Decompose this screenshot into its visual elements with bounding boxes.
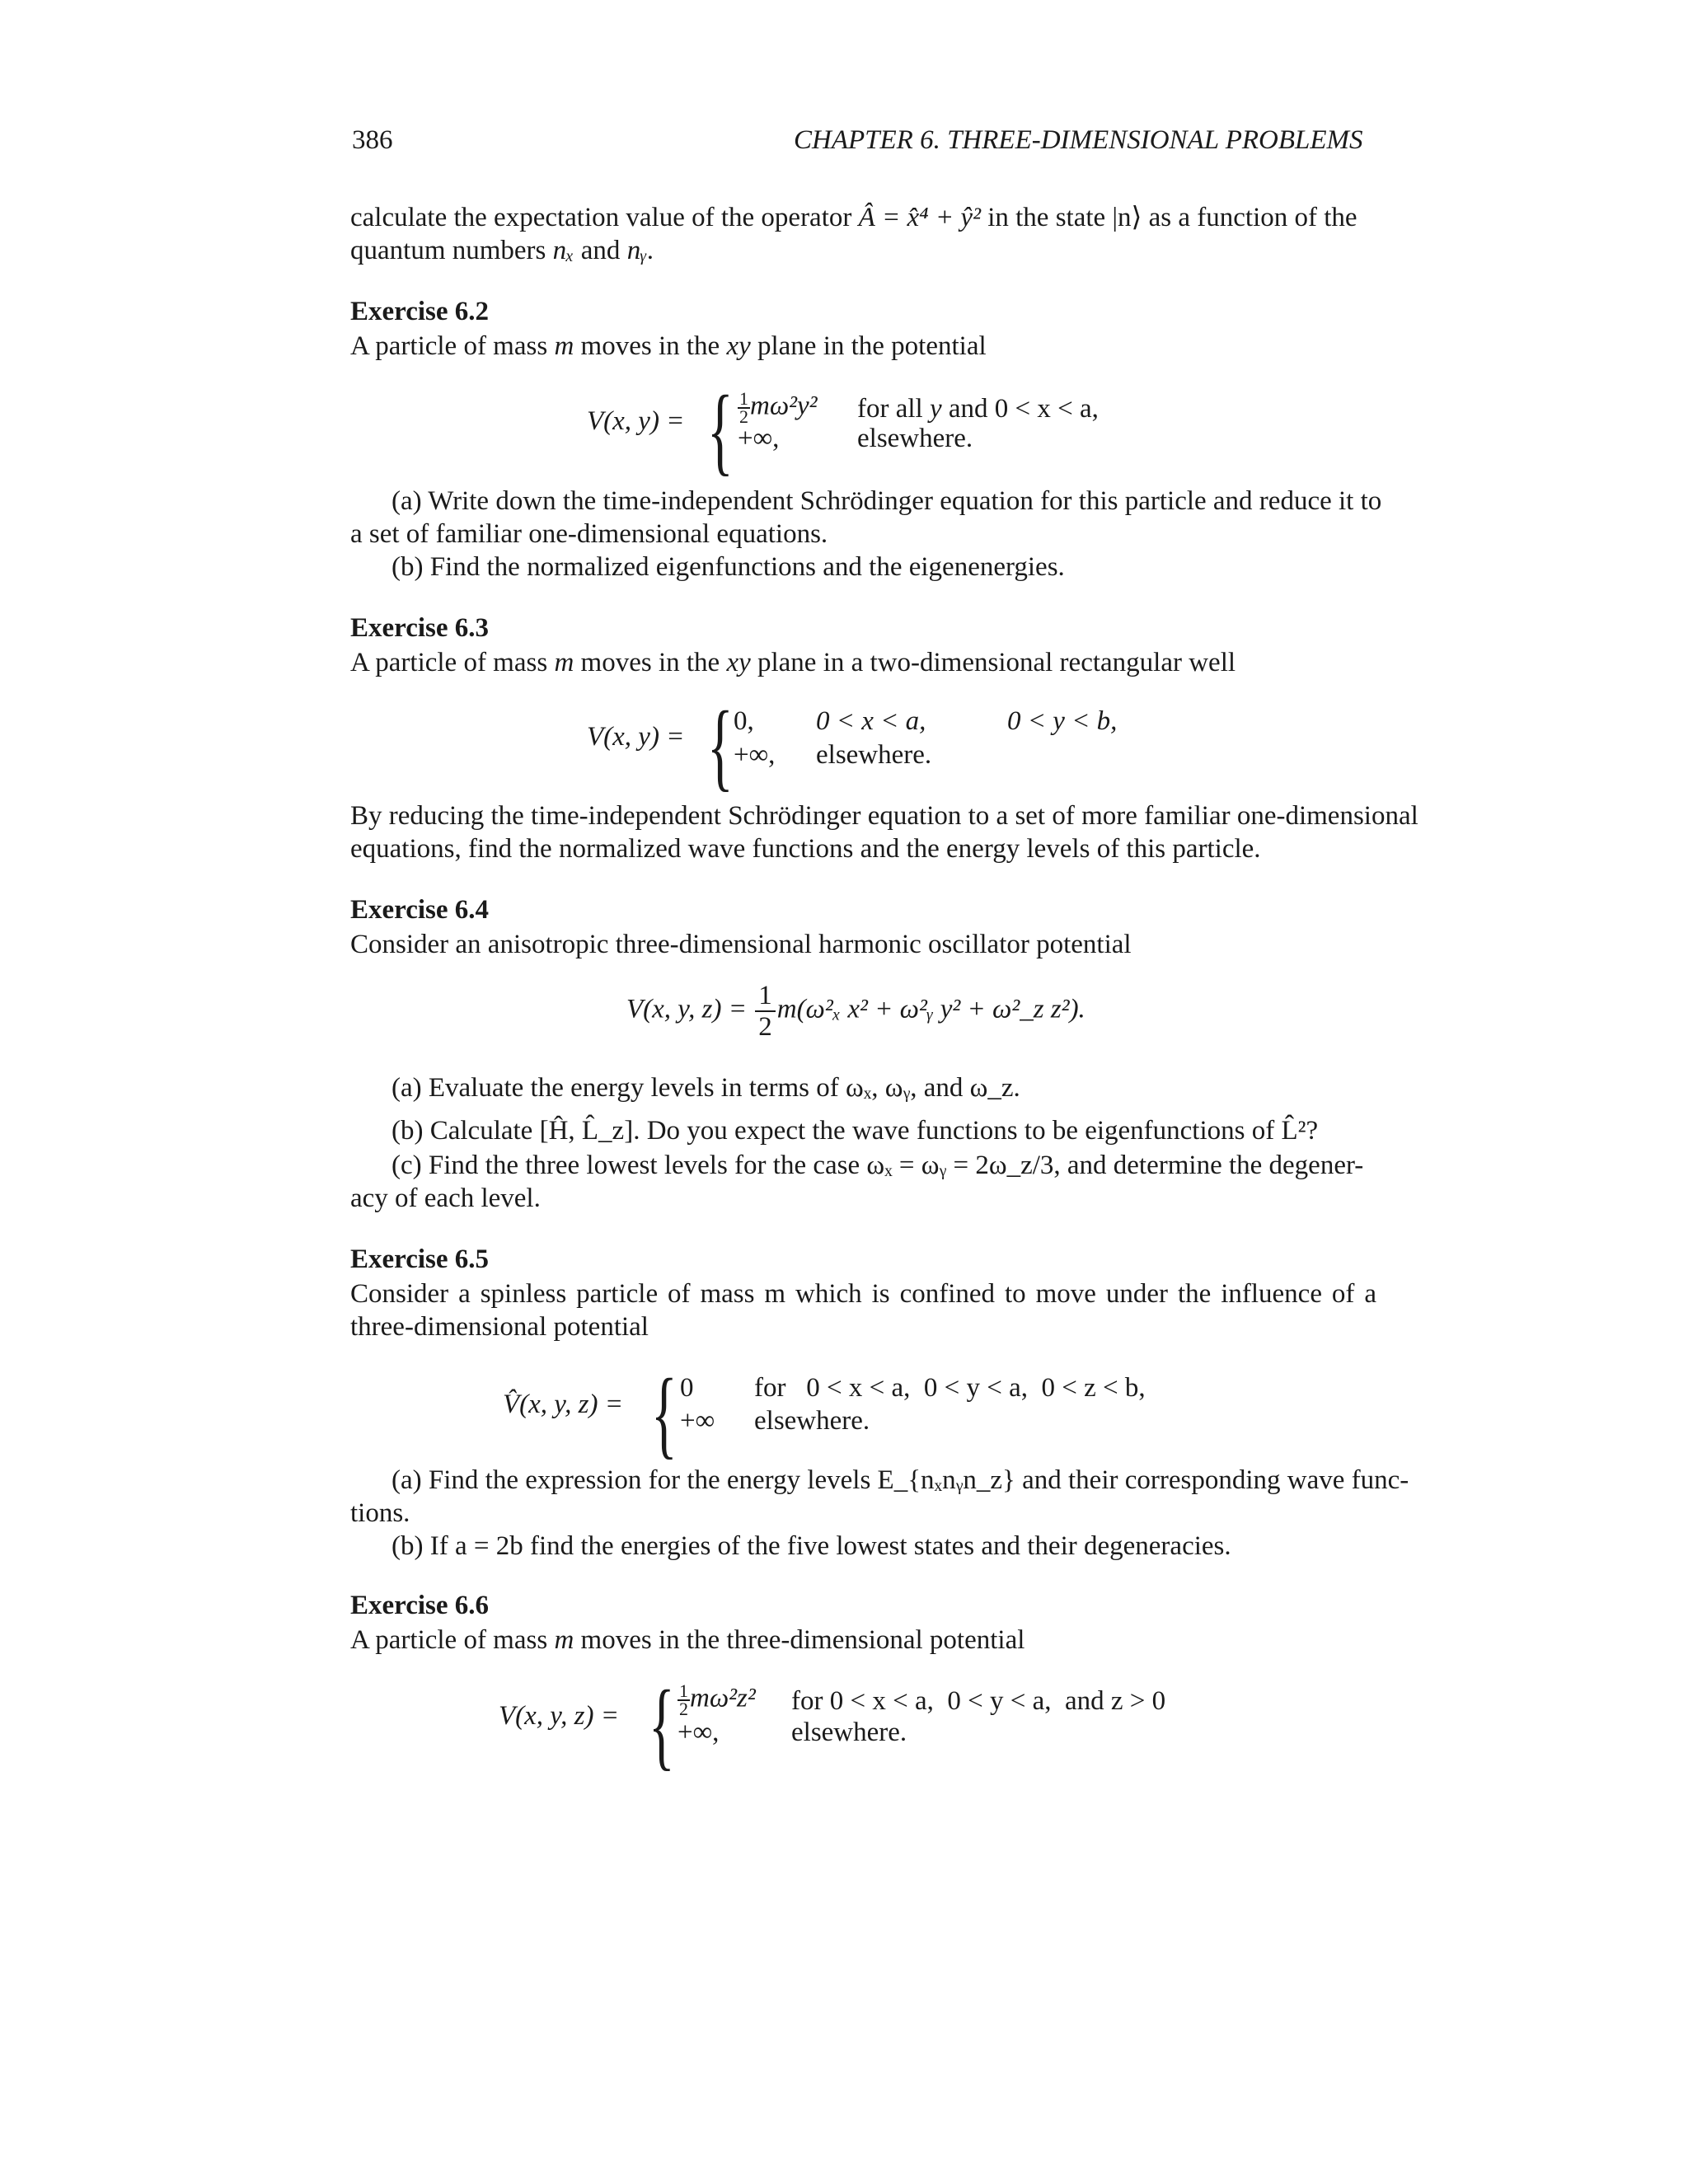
y-symbol: y xyxy=(929,394,942,424)
exercise-6-5-part-b: (b) If a = 2b find the energies of the five lowest states and their degeneracies. xyxy=(392,1531,1231,1561)
exercise-6-3-body-2: equations, find the normalized wave functions and the energy levels of this particle. xyxy=(350,834,1261,864)
exercise-6-5-case-2: +∞ xyxy=(680,1406,715,1436)
exercise-6-3-case-2-condition: elsewhere. xyxy=(816,740,932,770)
statement-text: A particle of mass xyxy=(350,1625,548,1655)
exercise-6-4-part-c-cont: acy of each level. xyxy=(350,1183,541,1213)
exercise-6-2-case-2-condition: elsewhere. xyxy=(857,424,973,453)
xy-symbol: xy xyxy=(726,648,751,677)
exercise-6-5-statement-2: three-dimensional potential xyxy=(350,1312,649,1342)
left-brace: { xyxy=(707,691,734,800)
intro-text-a: calculate the expectation value of the operator xyxy=(350,203,852,232)
exercise-6-5-title: Exercise 6.5 xyxy=(350,1244,490,1274)
intro-line-2 xyxy=(350,234,654,267)
exercise-6-4-title: Exercise 6.4 xyxy=(350,895,490,925)
exercise-6-6-case-1-condition: for 0 < x < a, 0 < y < a, and z > 0 xyxy=(791,1686,1166,1716)
exercise-6-6-case-2: +∞, xyxy=(678,1718,720,1747)
exercise-6-2-case-1 xyxy=(738,388,818,427)
exercise-6-2-statement xyxy=(350,330,987,363)
exercise-6-3-case-1-y-range: 0 < y < b, xyxy=(1007,706,1118,736)
equation-rhs: m(ω²ₓ x² + ω²ᵧ y² + ω²_z z²). xyxy=(776,994,1085,1024)
mass-symbol: m xyxy=(554,331,574,361)
exercise-6-5-case-2-condition: elsewhere. xyxy=(754,1406,870,1436)
exercise-6-4-part-a: (a) Evaluate the energy levels in terms of ωₓ, ωᵧ, and ω_z. xyxy=(392,1073,1020,1103)
half-fraction: $\frac{1}{2}$ xyxy=(679,1680,688,1719)
exercise-6-3-case-1-x-range: 0 < x < a, xyxy=(816,706,926,736)
exercise-6-3-statement xyxy=(350,646,1236,679)
condition-text: and 0 < x < a, xyxy=(948,394,1099,424)
statement-text: plane in a two-dimensional rectangular well xyxy=(757,648,1236,677)
left-brace: { xyxy=(707,375,734,485)
statement-text: plane in the potential xyxy=(757,331,987,361)
exercise-6-2-case-2: +∞, xyxy=(738,424,780,453)
half-fraction: $\frac{1}{2}$ xyxy=(755,981,776,1042)
statement-text: A particle of mass xyxy=(350,648,548,677)
half-fraction: $\frac{1}{2}$ xyxy=(739,388,748,427)
exercise-6-5-part-a-cont: tions. xyxy=(350,1498,410,1528)
exercise-6-6-case-2-condition: elsewhere. xyxy=(791,1718,907,1747)
statement-text: moves in the three-dimensional potential xyxy=(580,1625,1025,1655)
exercise-6-6-lhs: V(x, y, z) = xyxy=(499,1701,619,1731)
condition-text: for all xyxy=(857,394,923,424)
exercise-6-6-statement xyxy=(350,1624,1025,1657)
exercise-6-3-title: Exercise 6.3 xyxy=(350,613,490,643)
intro-period: . xyxy=(646,236,654,265)
exercise-6-3-lhs: V(x, y) = xyxy=(587,722,685,752)
exercise-6-4-equation xyxy=(626,981,1085,1042)
exercise-6-5-case-1: 0 xyxy=(680,1373,694,1403)
intro-and: and xyxy=(580,236,621,265)
ny-symbol: nᵧ xyxy=(626,236,647,265)
page-number: 386 xyxy=(352,125,393,155)
exercise-6-4-part-b: (b) Calculate [Ĥ, L̂_z]. Do you expect the wave functions to be eigenfunctions of L̂̂²? xyxy=(392,1116,1319,1146)
exercise-6-2-lhs: V(x, y) = xyxy=(587,406,685,436)
exercise-6-2-case-1-condition xyxy=(857,394,1099,424)
exercise-6-5-case-1-condition: for 0 < x < a, 0 < y < a, 0 < z < b, xyxy=(754,1373,1146,1403)
equation-lhs: V(x, y, z) = xyxy=(626,994,747,1024)
mass-symbol: m xyxy=(554,648,574,677)
left-brace: { xyxy=(651,1358,678,1468)
exercise-6-4-part-c: (c) Find the three lowest levels for the case ωₓ = ωᵧ = 2ω_z/3, and determine the degener- xyxy=(392,1151,1364,1180)
exercise-6-3-case-2: +∞, xyxy=(734,740,776,770)
running-title: CHAPTER 6. THREE-DIMENSIONAL PROBLEMS xyxy=(794,125,1363,155)
exercise-6-4-statement: Consider an anisotropic three-dimensional harmonic oscillator potential xyxy=(350,930,1132,959)
statement-text: moves in the xyxy=(580,648,720,677)
xy-symbol: xy xyxy=(726,331,751,361)
case-expression: mω²z² xyxy=(690,1683,756,1713)
exercise-6-2-part-a-cont: a set of familiar one-dimensional equations. xyxy=(350,519,828,549)
intro-text-b: in the state |n⟩ as a function of the xyxy=(987,203,1357,232)
exercise-6-2-part-a: (a) Write down the time-independent Schrödinger equation for this particle and reduce it to xyxy=(392,486,1382,516)
exercise-6-2-title: Exercise 6.2 xyxy=(350,297,490,326)
exercise-6-3-body-1: By reducing the time-independent Schrödinger equation to a set of more familiar one-dimensional xyxy=(350,801,1418,831)
case-expression: mω²y² xyxy=(750,391,818,421)
exercise-6-5-part-a: (a) Find the expression for the energy levels E_{nₓnᵧn_z} and their corresponding wave func- xyxy=(392,1465,1409,1495)
exercise-6-5-statement-1: Consider a spinless particle of mass m which is confined to move under the influence of a xyxy=(350,1279,1376,1309)
exercise-6-5-lhs: V̂(x, y, z) = xyxy=(503,1390,623,1419)
exercise-6-2-part-b: (b) Find the normalized eigenfunctions and the eigenenergies. xyxy=(392,552,1065,582)
left-brace: { xyxy=(649,1670,675,1779)
nx-symbol: nₓ xyxy=(552,236,574,265)
exercise-6-6-title: Exercise 6.6 xyxy=(350,1591,490,1620)
statement-text: A particle of mass xyxy=(350,331,548,361)
exercise-6-6-case-1 xyxy=(678,1680,756,1719)
operator-expression: Â = x̂⁴ + ŷ² xyxy=(858,203,981,232)
intro-line-1 xyxy=(350,201,1357,234)
statement-text: moves in the xyxy=(580,331,720,361)
intro-text-c: quantum numbers xyxy=(350,236,546,265)
mass-symbol: m xyxy=(554,1625,574,1655)
exercise-6-3-case-1: 0, xyxy=(734,706,754,736)
